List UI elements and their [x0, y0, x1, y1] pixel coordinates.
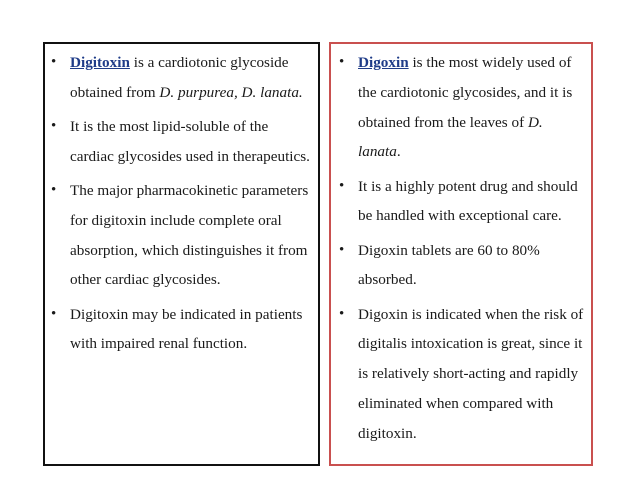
- bullet-icon: •: [339, 241, 345, 258]
- item-text: It is a highly potent drug and should be handled with exceptional care.: [358, 177, 578, 225]
- bullet-icon: •: [51, 54, 57, 70]
- item-text: is the most widely used of the cardiotonic glycosides, and it is obtained from the leaves of: [358, 54, 573, 131]
- list-item: [45, 48, 318, 108]
- item-text: The major pharmacokinetic parameters for digitoxin include complete oral absorption, which distinguishes it from other cardiac glycosides.: [70, 181, 309, 289]
- item-text: Digoxin tablets are 60 to 80% absorbed.: [358, 241, 540, 289]
- list-item: [45, 176, 318, 295]
- list-item: [331, 236, 591, 296]
- bullet-icon: •: [51, 181, 57, 198]
- item-text: Digoxin is indicated when the risk of digitalis intoxication is great, since it is relatively short-acting and rapidly eliminated when compared with digitoxin.: [358, 305, 584, 442]
- bullet-icon: •: [51, 117, 57, 134]
- item-text: is a cardiotonic glycoside obtained from: [70, 54, 289, 101]
- item-text-italic: D. lanata: [358, 113, 543, 161]
- list-item: [331, 48, 591, 167]
- drug-name-digitoxin: Digitoxin: [70, 54, 130, 71]
- item-text: It is the most lipid-soluble of the cardiac glycosides used in therapeutics.: [70, 117, 310, 165]
- list-item: [331, 300, 591, 449]
- bullet-icon: •: [339, 177, 345, 194]
- digoxin-bullet-list: [331, 44, 591, 453]
- digoxin-box: [329, 42, 593, 466]
- bullet-icon: •: [339, 305, 345, 322]
- item-text-italic: D. purpurea, D. lanata.: [159, 83, 303, 101]
- digitoxin-bullet-list: [45, 44, 318, 364]
- list-item: [331, 172, 591, 232]
- digitoxin-box: [43, 42, 320, 466]
- bullet-icon: •: [339, 54, 345, 70]
- item-text: Digitoxin may be indicated in patients with impaired renal function.: [70, 305, 303, 353]
- item-text: .: [396, 143, 401, 161]
- list-item: [45, 300, 318, 360]
- list-item: [45, 112, 318, 172]
- bullet-icon: •: [51, 305, 57, 322]
- drug-name-digoxin: Digoxin: [358, 54, 409, 71]
